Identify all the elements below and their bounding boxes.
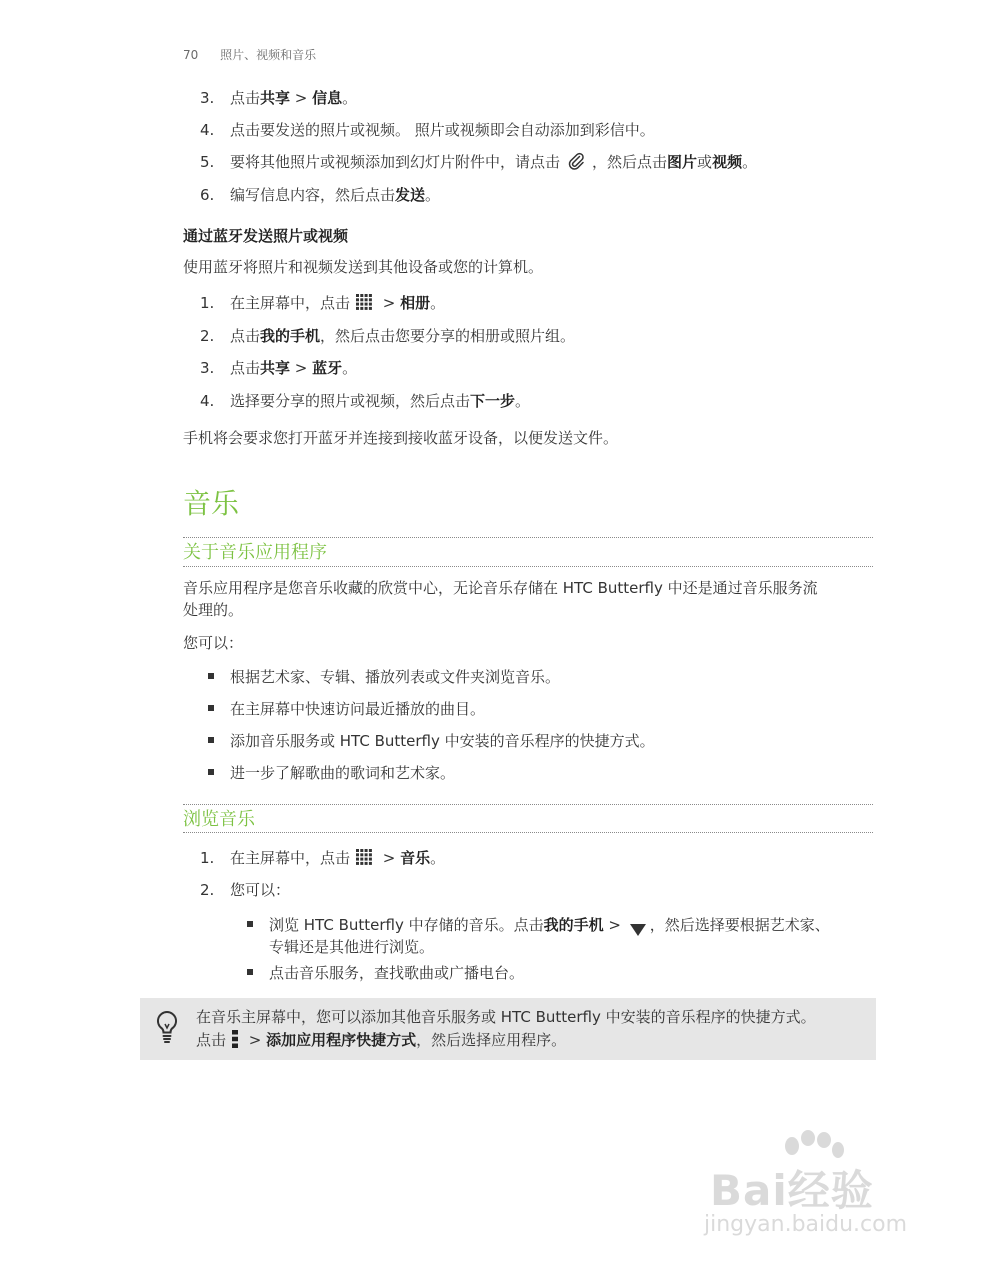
tip-box [140,998,876,1060]
list-item: 浏览 HTC Butterfly 中存储的音乐。点击我的手机 > ，然后选择要根据艺术家、 专辑还是其他进行浏览。 [247,914,830,958]
divider [183,832,873,833]
page-number: 70 [183,48,199,62]
watermark [700,1130,940,1240]
section-heading: 关于音乐应用程序 [183,542,327,563]
list-item: 在主屏幕中快速访问最近播放的曲目。 [208,699,485,719]
list-item: 1. 在主屏幕中，点击 > 音乐。 [200,849,446,867]
lightbulb-icon [155,1010,179,1044]
section-heading: 浏览音乐 [183,809,255,830]
tip-line: 在音乐主屏幕中，您可以添加其他音乐服务或 HTC Butterfly 中安装的音乐程序的快捷方式。 [196,1008,816,1026]
list-item: 2. 您可以： [200,881,291,899]
list-item: 3. 点击共享 > 信息。 [200,89,358,107]
list-item: 2. 点击我的手机，然后点击您要分享的相册或照片组。 [200,327,576,345]
watermark-brand: Bai经验 [710,1166,874,1215]
page-title: 音乐 [183,487,240,520]
chapter-title: 照片、视频和音乐 [220,48,317,62]
overflow-menu-icon [232,1030,238,1048]
tip-line: 点击 > 添加应用程序快捷方式，然后选择应用程序。 [196,1031,567,1049]
list-item: 5. 要将其他照片或视频添加到幻灯片附件中，请点击 ，然后点击图片或视频。 [200,152,757,173]
watermark-url: jingyan.baidu.com [704,1212,908,1237]
page-header [183,46,316,63]
apps-grid-icon [356,294,372,310]
list-item: 根据艺术家、专辑、播放列表或文件夹浏览音乐。 [208,667,560,687]
triangle-down-icon [630,920,646,932]
paragraph: 使用蓝牙将照片和视频发送到其他设备或您的计算机。 [183,258,544,276]
paragraph: 音乐应用程序是您音乐收藏的欣赏中心，无论音乐存储在 HTC Butterfly 中还是通过音乐服务流 处理的。 [183,579,818,619]
divider [183,537,873,538]
list-item: 6. 编写信息内容，然后点击发送。 [200,186,441,204]
apps-grid-icon [356,849,372,865]
list-item: 添加音乐服务或 HTC Butterfly 中安装的音乐程序的快捷方式。 [208,731,655,751]
list-item: 3. 点击共享 > 蓝牙。 [200,359,358,377]
list-item: 进一步了解歌曲的歌词和艺术家。 [208,763,455,783]
list-item: 4. 点击要发送的照片或视频。 照片或视频即会自动添加到彩信中。 [200,121,655,139]
list-item: 1. 在主屏幕中，点击 > 相册。 [200,294,446,312]
divider [183,566,873,567]
divider [183,804,873,805]
list-item: 点击音乐服务，查找歌曲或广播电台。 [247,962,524,984]
paragraph: 您可以： [183,634,244,652]
paperclip-icon [566,151,586,171]
list-item: 4. 选择要分享的照片或视频，然后点击下一步。 [200,392,531,410]
section-subheading: 通过蓝牙发送照片或视频 [183,227,349,245]
paragraph: 手机将会要求您打开蓝牙并连接到接收蓝牙设备，以便发送文件。 [183,429,619,447]
